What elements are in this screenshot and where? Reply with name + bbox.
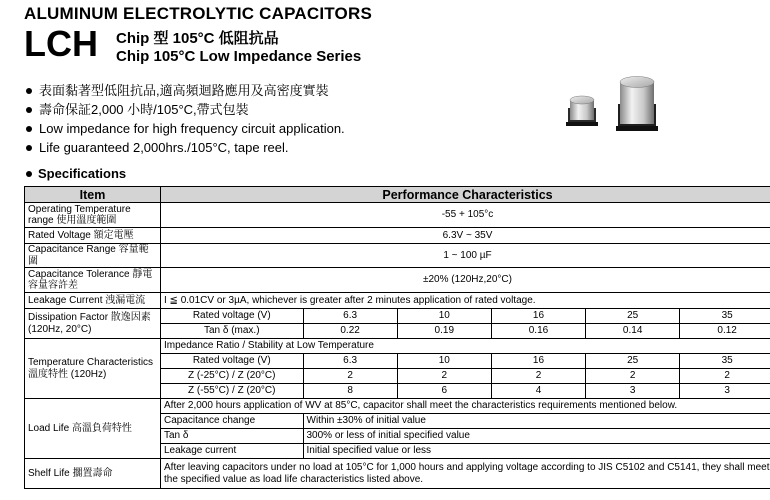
grid-cell: 0.19 xyxy=(397,324,491,339)
grid-cell: Z (-25°C) / Z (20°C) xyxy=(161,369,303,384)
row-label-capacitance-tolerance: Capacitance Tolerance 靜電容量容許差 xyxy=(25,268,161,293)
grid-cell: 25 xyxy=(586,354,680,369)
grid-cell: 6.3 xyxy=(303,309,397,324)
temperature-grid xyxy=(161,354,770,398)
feature-list xyxy=(26,81,345,157)
load-life-grid xyxy=(161,414,770,458)
grid-cell: Z (-55°C) / Z (20°C) xyxy=(161,384,303,399)
row-label-operating-temperature: Operating Temperature range 使用溫度範圍 xyxy=(25,203,161,228)
rated-voltage-value: 6.3V ~ 35V xyxy=(161,228,770,244)
grid-cell: Tan δ (max.) xyxy=(161,324,303,339)
row-label-dissipation-factor: Dissipation Factor 散逸因素 (120Hz, 20°C) xyxy=(25,309,161,339)
table-row xyxy=(161,414,770,429)
row-label-rated-voltage: Rated Voltage 額定電壓 xyxy=(25,228,161,244)
table-row xyxy=(161,384,770,399)
feature-item: 表面黏著型低阻抗品,適高頻迴路應用及高密度實裝 xyxy=(26,81,345,100)
table-row xyxy=(161,309,770,324)
row-label-shelf-life: Shelf Life 擱置壽命 xyxy=(25,459,161,489)
specifications-table xyxy=(24,186,770,489)
grid-cell: 2 xyxy=(586,369,680,384)
grid-cell: 16 xyxy=(491,354,585,369)
grid-cell: 0.22 xyxy=(303,324,397,339)
operating-temperature-value: -55 + 105°c xyxy=(161,203,770,228)
grid-cell: Capacitance change xyxy=(161,414,303,429)
feature-item: 壽命保証2,000 小時/105°C,帶式包裝 xyxy=(26,100,345,119)
feature-item: Life guaranteed 2,000hrs./105°C, tape reel. xyxy=(26,138,345,157)
grid-cell: 3 xyxy=(724,385,730,396)
row-label-capacitance-range: Capacitance Range 容量範圍 xyxy=(25,244,161,268)
temperature-characteristics-cell xyxy=(161,339,770,399)
feature-item: Low impedance for high frequency circuit application. xyxy=(26,119,345,138)
grid-cell: 10 xyxy=(397,309,491,324)
series-subtitle-chinese: Chip 型 105°C 低阻抗品 xyxy=(116,30,279,47)
grid-cell: 2 xyxy=(303,369,397,384)
grid-cell: 6.3 xyxy=(303,354,397,369)
series-subtitle-english: Chip 105°C Low Impedance Series xyxy=(116,48,362,65)
capacitance-range-value: 1 ~ 100 µF xyxy=(161,244,770,268)
table-row xyxy=(161,429,770,444)
grid-cell: 35 xyxy=(680,354,770,369)
leakage-current-value: I ≦ 0.01CV or 3µA, whichever is greater after 2 minutes application of rated voltage. xyxy=(161,293,770,309)
capacitor-product-image xyxy=(562,70,662,136)
load-life-caption: After 2,000 hours application of WV at 85°C, capacitor shall meet the characteristics requirements mentioned below. xyxy=(161,399,770,414)
grid-cell: Rated voltage (V) xyxy=(161,309,303,324)
table-row xyxy=(161,369,770,384)
grid-cell: 300% or less of initial specified value xyxy=(303,429,770,444)
row-label-temperature-characteristics: Temperature Characteristics 溫度特性 (120Hz) xyxy=(25,339,161,399)
grid-cell: 3 xyxy=(586,384,680,399)
grid-cell: Within ±30% of initial value xyxy=(303,414,770,429)
grid-cell: 4 xyxy=(491,384,585,399)
grid-cell: 2 xyxy=(397,369,491,384)
grid-cell: 0.16 xyxy=(491,324,585,339)
table-row xyxy=(161,354,770,369)
grid-cell: 2 xyxy=(491,369,585,384)
grid-cell: 16 xyxy=(491,309,585,324)
grid-cell: Initial specified value or less xyxy=(306,445,432,456)
grid-cell: 25 xyxy=(586,309,680,324)
grid-cell: 10 xyxy=(397,354,491,369)
dissipation-factor-grid xyxy=(161,309,770,338)
grid-cell: 6 xyxy=(397,384,491,399)
table-row xyxy=(161,324,770,339)
series-code: LCH xyxy=(24,23,98,64)
dissipation-factor-cell xyxy=(161,309,770,339)
grid-cell: 0.12 xyxy=(717,325,737,336)
header-title: ALUMINUM ELECTROLYTIC CAPACITORS xyxy=(24,4,372,23)
row-label-load-life: Load Life 高溫負荷特性 xyxy=(25,399,161,459)
column-header-performance: Performance Characteristics xyxy=(161,187,770,203)
grid-cell: 35 xyxy=(680,309,770,324)
grid-cell: Tan δ xyxy=(161,429,303,444)
grid-cell: 8 xyxy=(303,384,397,399)
temperature-caption: Impedance Ratio / Stability at Low Temperature xyxy=(161,339,770,354)
column-header-item: Item xyxy=(25,187,161,203)
grid-cell: Leakage current xyxy=(161,444,303,459)
specifications-heading: Specifications xyxy=(26,166,126,181)
table-row xyxy=(161,444,770,459)
grid-cell: Rated voltage (V) xyxy=(161,354,303,369)
grid-cell: 0.14 xyxy=(586,324,680,339)
row-label-leakage-current: Leakage Current 洩漏電流 xyxy=(25,293,161,309)
shelf-life-value: After leaving capacitors under no load at 105°C for 1,000 hours and applying voltage according to JIS C5102 and C5141, they shall meet the specified value as load life characteristics listed above. xyxy=(161,459,770,489)
capacitance-tolerance-value: ±20% (120Hz,20°C) xyxy=(161,268,770,293)
load-life-cell xyxy=(161,399,770,459)
grid-cell: 2 xyxy=(680,369,770,384)
